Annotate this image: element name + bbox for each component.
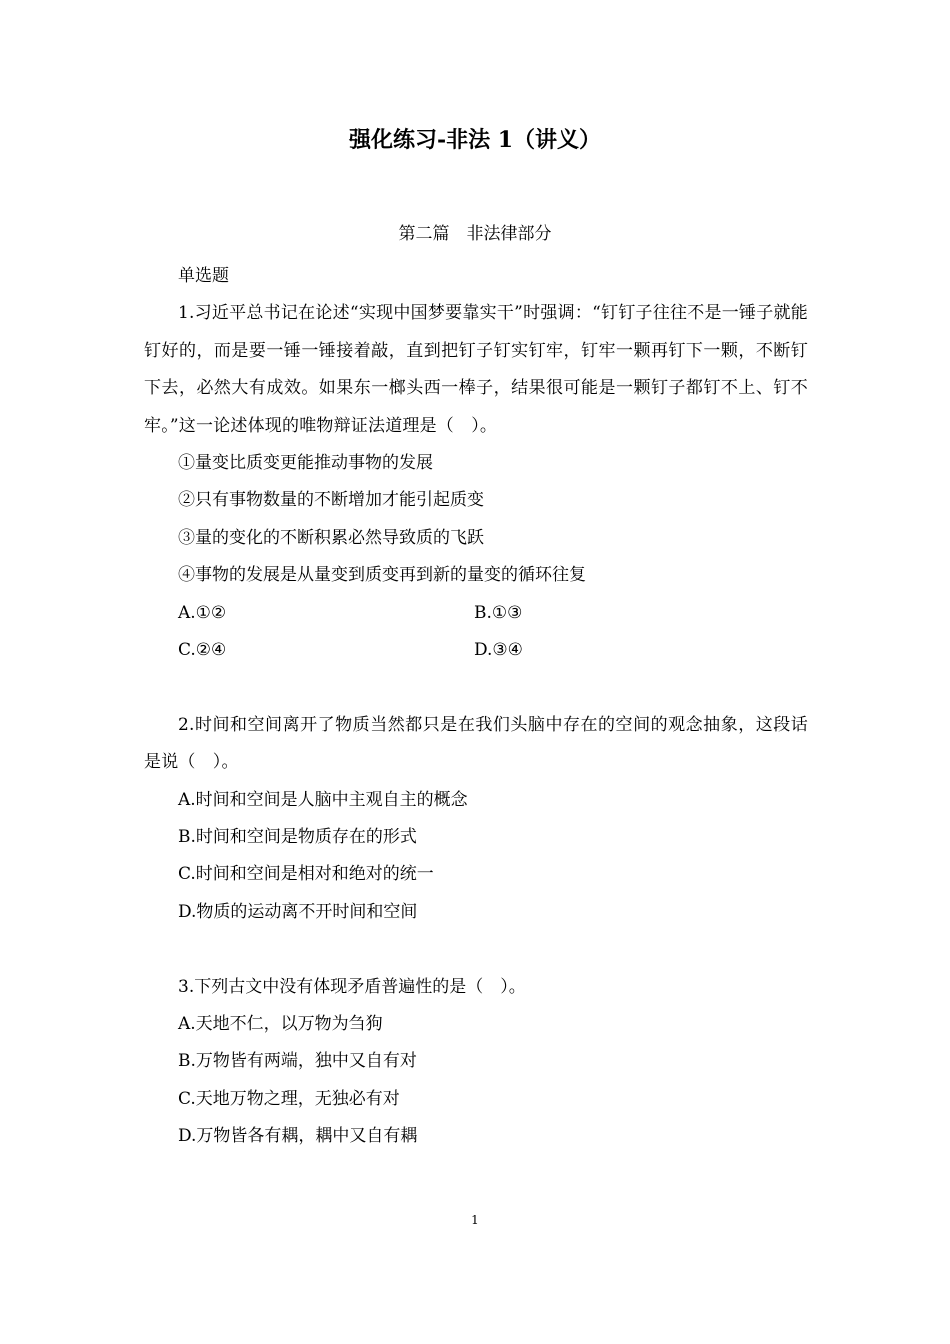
document-title: 强化练习-非法 1（讲义） bbox=[348, 127, 602, 153]
option-d: D.③④ bbox=[474, 640, 523, 661]
option-c: C.时间和空间是相对和绝对的统一 bbox=[178, 864, 434, 885]
option-b: B.万物皆有两端，独中又自有对 bbox=[178, 1051, 417, 1072]
question-3 bbox=[144, 969, 808, 1156]
document-body bbox=[144, 258, 808, 1156]
option-b: B.时间和空间是物质存在的形式 bbox=[178, 827, 417, 848]
option-d: D.万物皆各有耦，耦中又自有耦 bbox=[178, 1126, 418, 1147]
question-type-label: 单选题 bbox=[178, 266, 229, 286]
option-a: A.时间和空间是人脑中主观自主的概念 bbox=[178, 789, 468, 810]
statement: ①量变比质变更能推动事物的发展 bbox=[178, 453, 433, 474]
question-stem: 2.时间和空间离开了物质当然都只是在我们头脑中存在的空间的观念抽象，这段话是说（ ）。 bbox=[144, 714, 808, 773]
spacer bbox=[144, 669, 808, 706]
statement: ④事物的发展是从量变到质变再到新的量变的循环往复 bbox=[178, 565, 586, 586]
spacer bbox=[144, 931, 808, 968]
question-stem: 3.下列古文中没有体现矛盾普遍性的是（ ）。 bbox=[178, 976, 526, 997]
statement: ③量的变化的不断积累必然导致质的飞跃 bbox=[178, 527, 484, 548]
option-c: C.②④ bbox=[178, 640, 227, 661]
page-number: 1 bbox=[471, 1213, 479, 1227]
question-2 bbox=[144, 707, 808, 931]
section-heading: 第二篇 非法律部分 bbox=[398, 224, 552, 244]
statement: ②只有事物数量的不断增加才能引起质变 bbox=[178, 490, 484, 511]
options-row bbox=[144, 632, 808, 669]
option-b: B.①③ bbox=[474, 602, 523, 623]
question-1 bbox=[144, 295, 808, 669]
option-d: D.物质的运动离不开时间和空间 bbox=[178, 901, 418, 922]
question-stem: 1.习近平总书记在论述“实现中国梦要靠实干”时强调：“钉钉子往往不是一锤子就能钉好的，而是要一锤一锤接着敲，直到把钉子钉实钉牢，钉牢一颗再钉下一颗，不断钉下去，必然大有成效。如果东一榔头西一棒子，结果很可能是一颗钉子都钉不上、钉不牢。”这一论述体现的唯物辩证法道理是（ ）。 bbox=[144, 303, 808, 436]
options-row bbox=[144, 595, 808, 632]
option-a: A.天地不仁，以万物为刍狗 bbox=[178, 1014, 383, 1035]
option-c: C.天地万物之理，无独必有对 bbox=[178, 1088, 400, 1109]
option-a: A.①② bbox=[178, 602, 227, 623]
